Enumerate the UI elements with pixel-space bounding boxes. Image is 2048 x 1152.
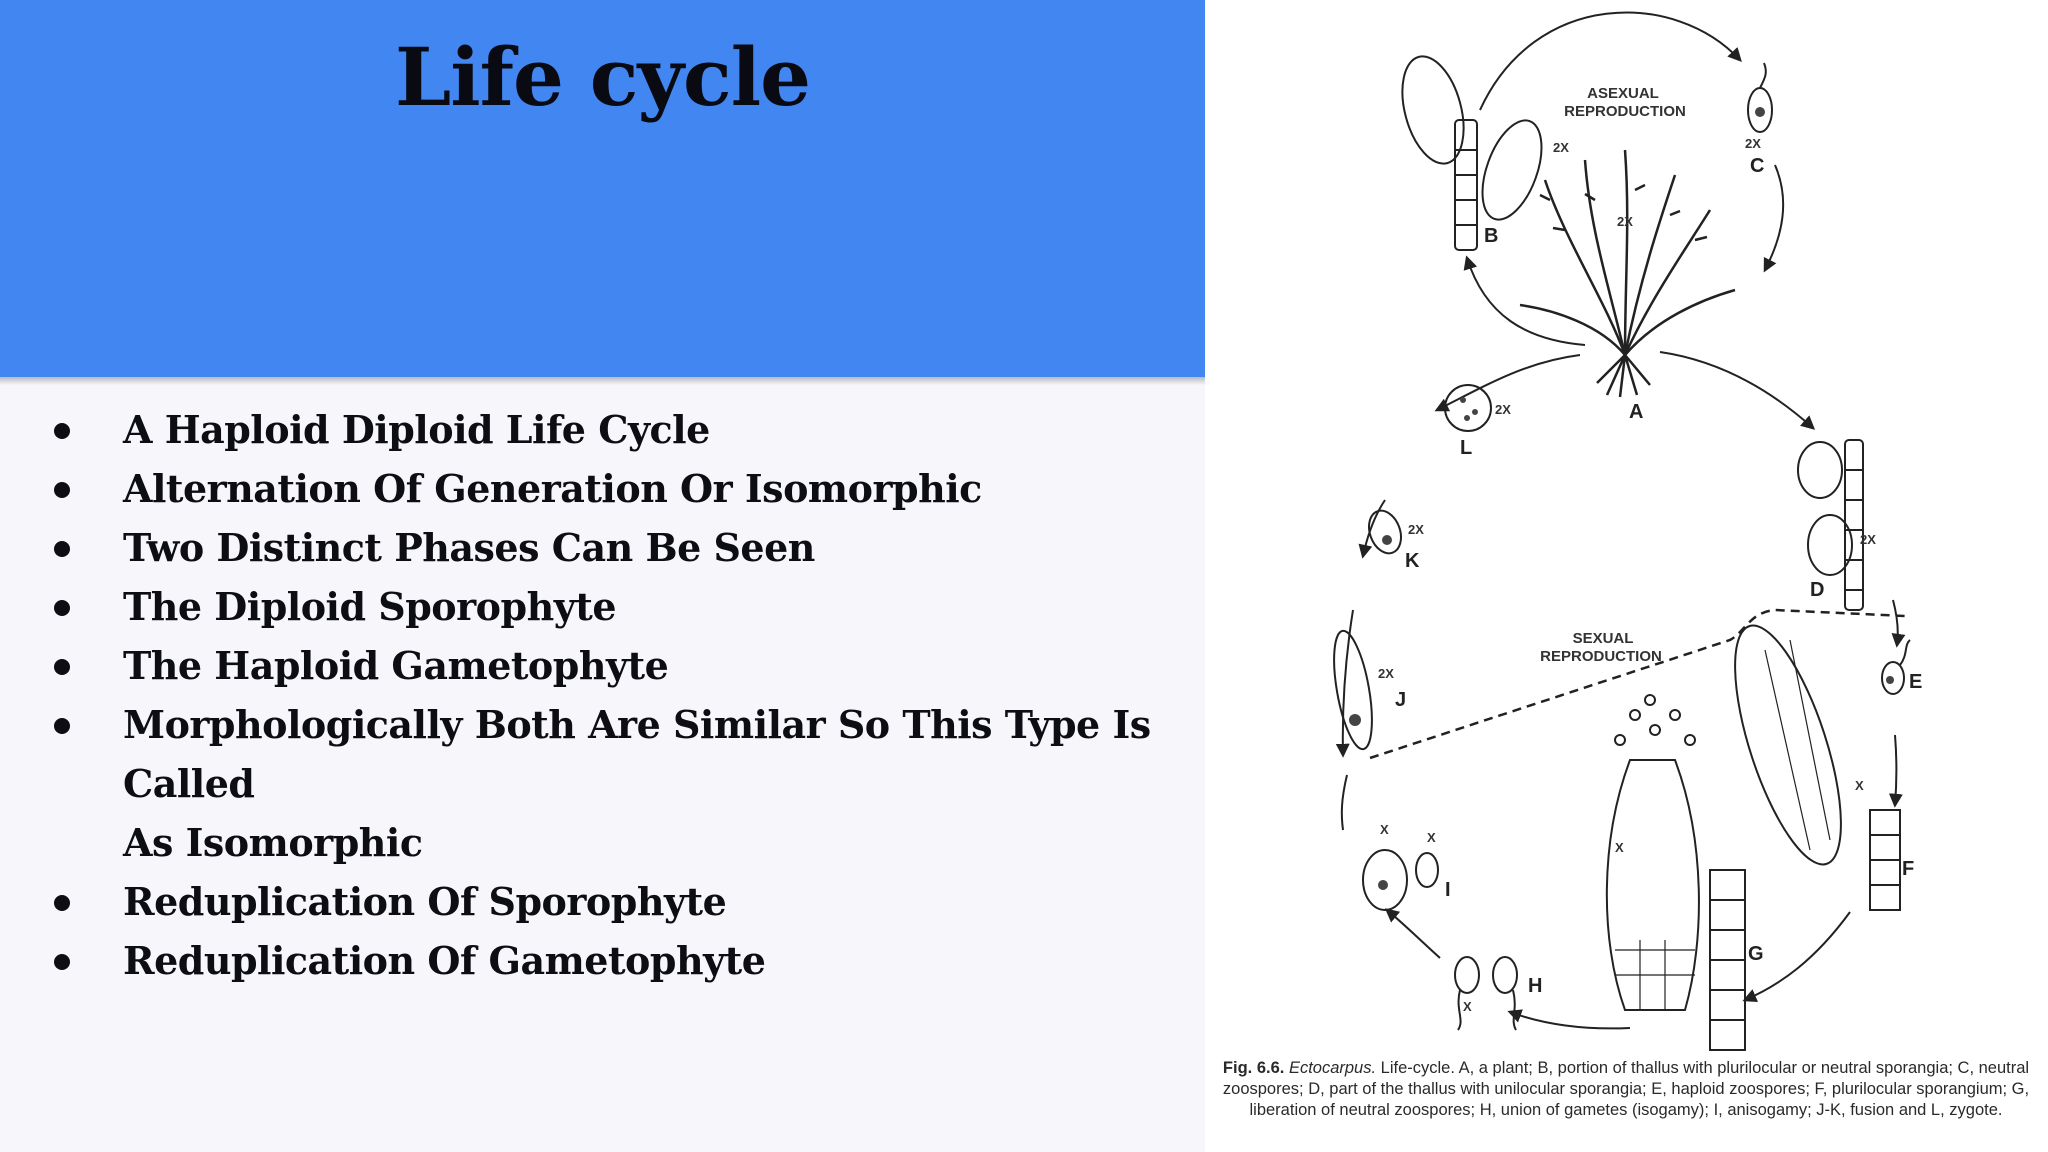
ploidy-mark: 2X (1745, 136, 1761, 151)
ploidy-mark: 2X (1617, 214, 1633, 229)
bullet-text: Morphologically Both Are Similar So This Type Is Called (123, 702, 1151, 806)
bullet-text: A Haploid Diploid Life Cycle (123, 407, 710, 452)
stage-label-l: L (1460, 437, 1473, 459)
stage-label-k: K (1405, 550, 1420, 572)
haploid-zoospore (1882, 640, 1910, 694)
thallus-plurilocular-sporangia (1392, 50, 1554, 250)
caption-text: Life-cycle. A, a plant; B, portion of thallus with plurilocular or neutral sporangia; C, neutral zoospores; D, part of the thallus with unilocular sporangia; E, haploid zoospores; F, plurilocular sporangium; G, liberation of neutral zoospores; H, union of gametes (isogamy); I, anisogamy; J-K, fusion and L, zygote. (1222, 1059, 2030, 1119)
bullet-text: Alternation Of Generation Or Isomorphic (123, 466, 982, 511)
ploidy-mark: 2X (1860, 532, 1876, 547)
bullet-item (48, 695, 1198, 813)
life-cycle-figure (1205, 0, 2048, 1152)
fusion-stage-j (1327, 628, 1379, 752)
caption-figure-number: Fig. 6.6. (1222, 1059, 1285, 1077)
bullet-text: The Haploid Gametophyte (123, 643, 669, 688)
cycle-arrow (1387, 910, 1440, 958)
bullet-text: The Diploid Sporophyte (123, 584, 617, 629)
stage-label-g: G (1748, 943, 1764, 965)
asexual-label: ASEXUAL (1587, 85, 1659, 102)
zygote (1445, 385, 1491, 431)
bullet-icon (54, 659, 70, 675)
ploidy-mark: X (1427, 830, 1436, 845)
bullet-item (48, 577, 1198, 636)
bullet-text: Reduplication Of Sporophyte (123, 879, 727, 924)
bullet-icon (54, 954, 70, 970)
caption-genus: Ectocarpus. (1288, 1059, 1377, 1077)
slide-title: Life cycle (395, 30, 810, 124)
neutral-zoospore (1748, 63, 1772, 132)
bullet-list (48, 400, 1198, 990)
liberation-neutral-zoospores (1607, 695, 1745, 1050)
stage-label-b: B (1484, 225, 1499, 247)
bullet-continuation (48, 813, 1198, 872)
ploidy-mark: X (1615, 840, 1624, 855)
ploidy-mark: X (1855, 778, 1864, 793)
ploidy-mark: 2X (1408, 522, 1424, 537)
ploidy-mark: 2X (1495, 402, 1511, 417)
stage-label-a: A (1629, 401, 1644, 423)
ploidy-mark: X (1380, 822, 1389, 837)
asexual-label: REPRODUCTION (1564, 103, 1686, 120)
bullet-text: As Isomorphic (123, 820, 423, 865)
cycle-arrow (1895, 735, 1897, 805)
bullet-item (48, 872, 1198, 931)
bullet-item (48, 400, 1198, 459)
cycle-arrow (1363, 500, 1385, 556)
bullet-item (48, 636, 1198, 695)
bullet-icon (54, 423, 70, 439)
figure-caption (1208, 1058, 2044, 1121)
cycle-arrow (1893, 600, 1898, 645)
bullet-text: Reduplication Of Gametophyte (123, 938, 766, 983)
sexual-label: REPRODUCTION (1540, 648, 1662, 665)
cycle-arrow (1510, 1012, 1630, 1028)
cycle-arrow (1765, 165, 1783, 270)
thallus-unilocular-sporangia (1798, 440, 1863, 610)
bullet-icon (54, 895, 70, 911)
anisogamy-gametes (1363, 850, 1438, 910)
stage-label-d: D (1810, 579, 1825, 601)
title-banner (0, 0, 1205, 377)
cycle-arrow (1467, 258, 1585, 345)
bullet-item (48, 931, 1198, 990)
bullet-icon (54, 600, 70, 616)
stage-label-j: J (1395, 689, 1407, 711)
sexual-label: SEXUAL (1572, 630, 1634, 647)
fusion-stage-k (1363, 506, 1406, 558)
bullet-item (48, 459, 1198, 518)
ploidy-mark: 2X (1553, 140, 1569, 155)
ploidy-mark: X (1463, 999, 1472, 1014)
stage-label-c: C (1750, 155, 1765, 177)
stage-label-i: I (1445, 879, 1451, 901)
bullet-text: Two Distinct Phases Can Be Seen (123, 525, 815, 570)
plurilocular-sporangium (1713, 614, 1900, 910)
banner-shadow (0, 377, 1205, 385)
life-cycle-diagram (1205, 0, 2048, 1152)
isogamy-gametes (1455, 957, 1517, 1030)
stage-label-f: F (1902, 858, 1915, 880)
bullet-item (48, 518, 1198, 577)
bullet-icon (54, 482, 70, 498)
stage-label-e: E (1909, 671, 1923, 693)
ploidy-mark: 2X (1378, 666, 1394, 681)
bullet-icon (54, 541, 70, 557)
cycle-arrow (1660, 352, 1813, 428)
bullet-icon (54, 718, 70, 734)
stage-label-h: H (1528, 975, 1543, 997)
cycle-arrow (1342, 775, 1347, 830)
